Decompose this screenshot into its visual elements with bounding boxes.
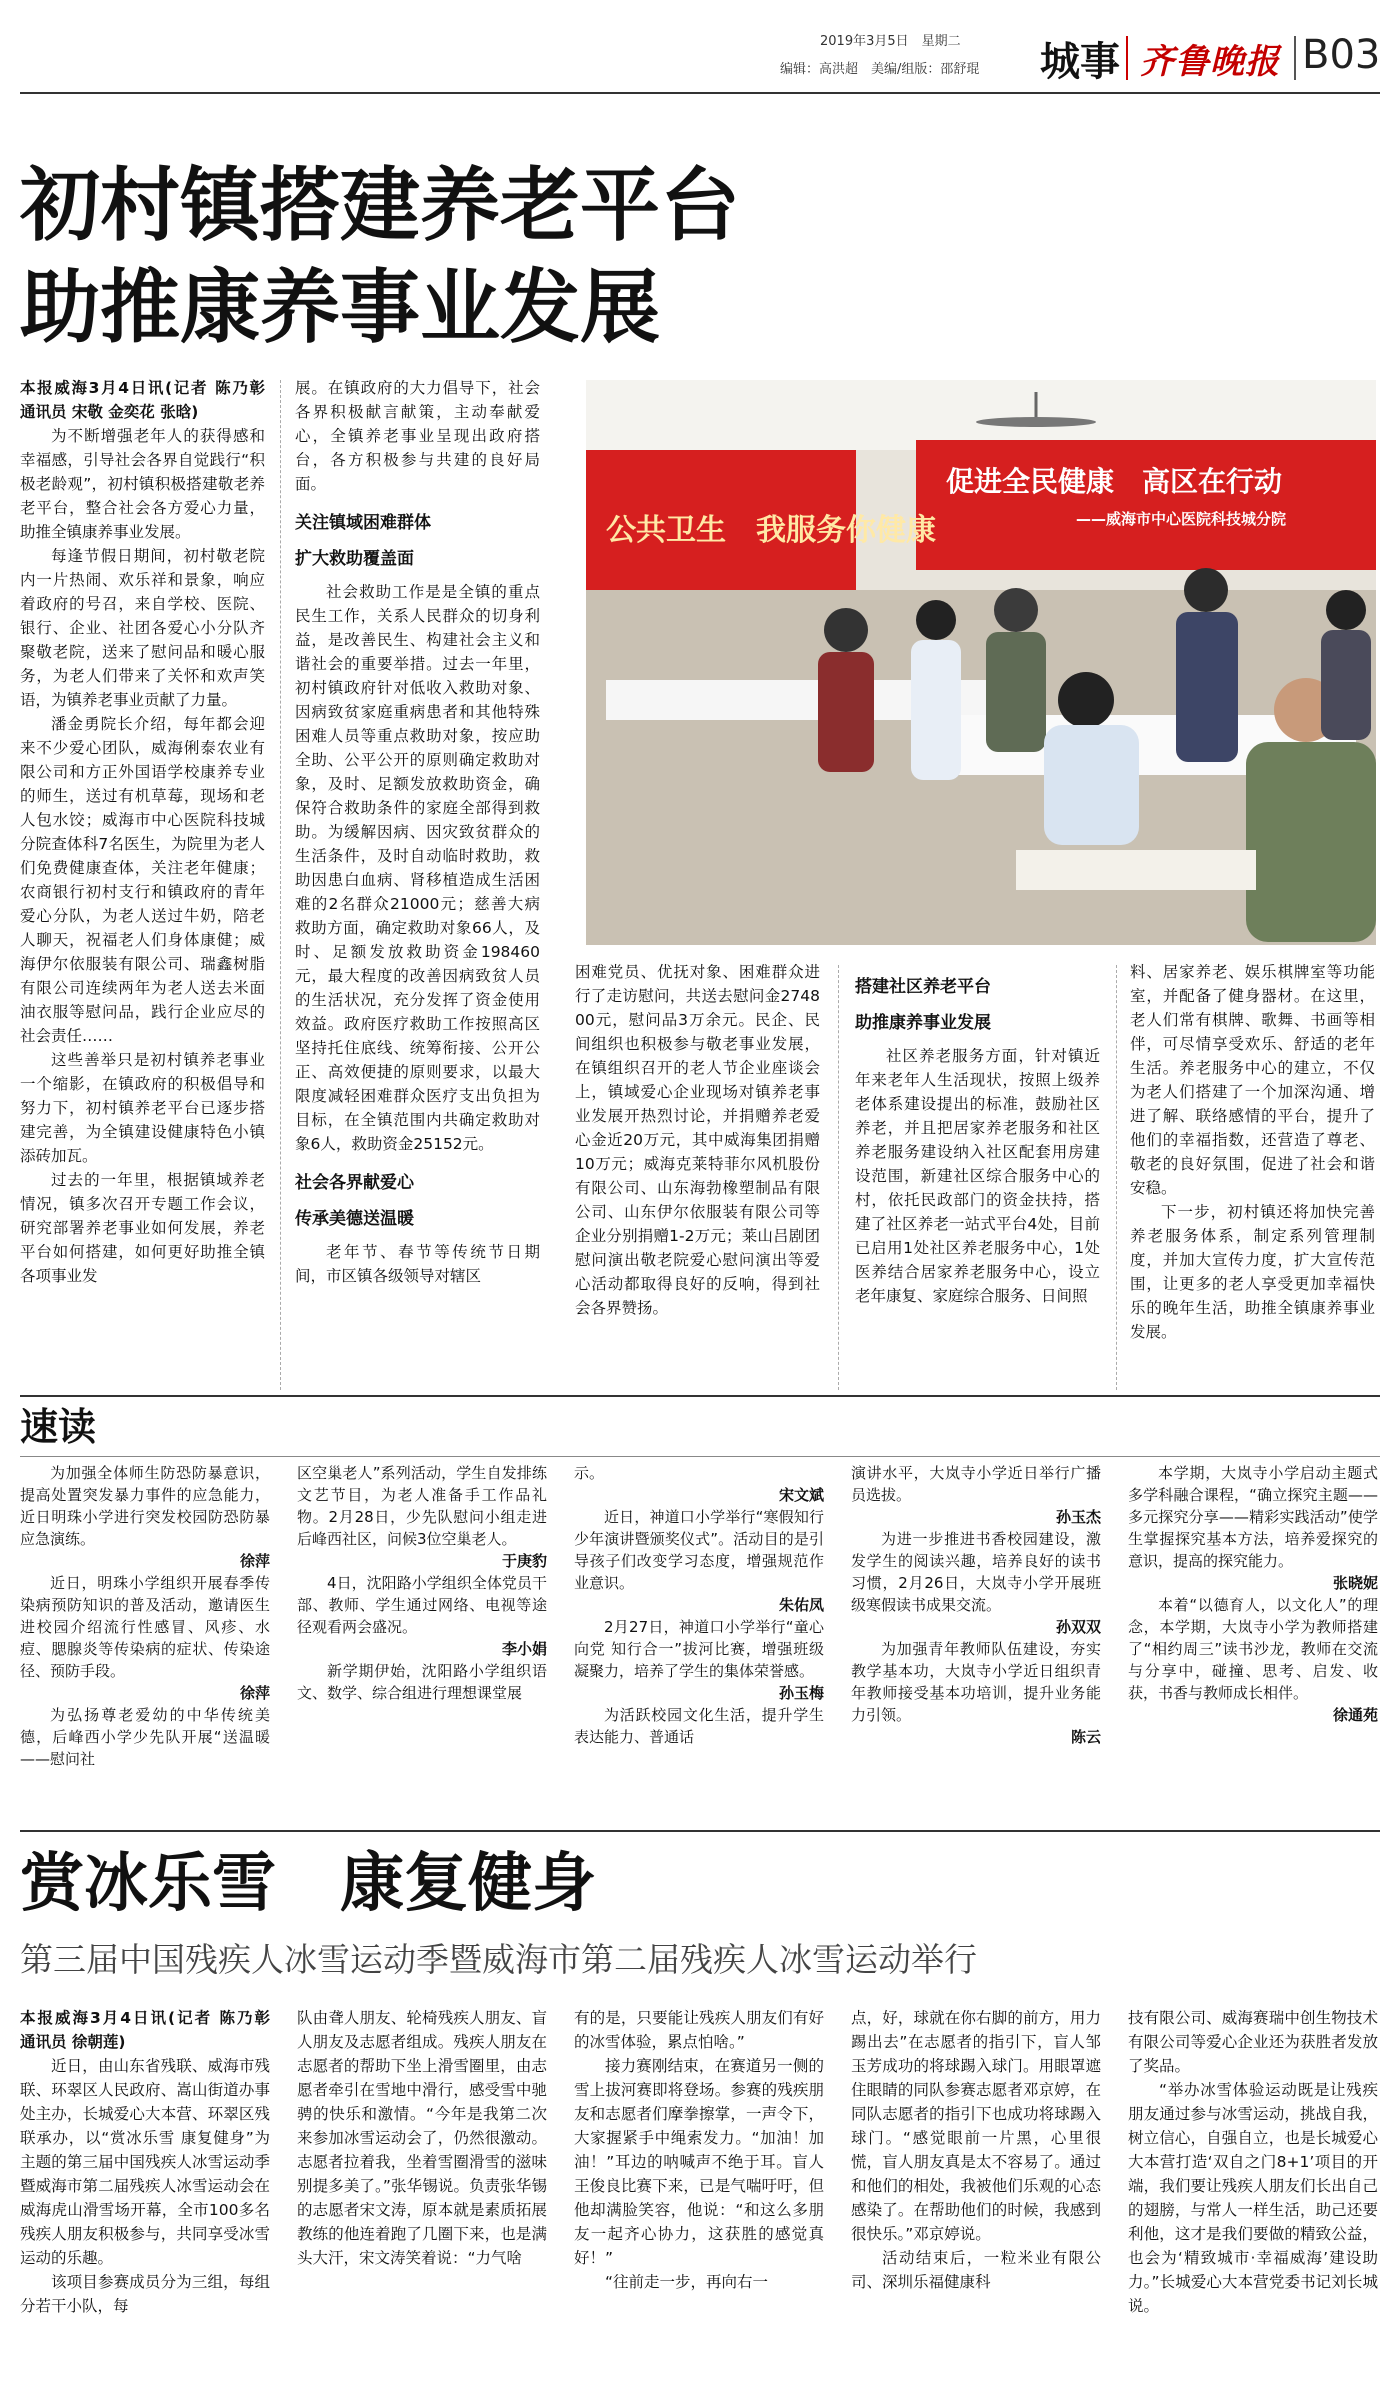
speed-column-3 <box>574 1462 824 1748</box>
subheading: 传承美德送温暖 <box>295 1209 414 1229</box>
speed-read-rule <box>20 1456 1380 1457</box>
article1-column-1 <box>20 376 281 1288</box>
paragraph: 本学期，大岚寺小学启动主题式多学科融合课程，“确立探究主题——多元探究分享——精彩实践活动”使学生掌握探究基本方法，培养爱探究的意识，提高的探究能力。 <box>1128 1464 1378 1570</box>
photo-banner-right: 促进全民健康 高区在行动 <box>946 465 1283 498</box>
paragraph: 展。在镇政府的大力倡导下，社会各界积极献言献策，主动奉献爱心，全镇养老事业呈现出政府搭台，各方积极参与共建的良好局面。 <box>295 379 540 493</box>
article2-column-1 <box>20 2006 286 2318</box>
subheading: 搭建社区养老平台 <box>855 977 991 997</box>
paragraph: 4日，沈阳路小学组织全体党员干部、教师、学生通过网络、电视等途径观看两会盛况。 <box>297 1574 547 1636</box>
subheading: 助推康养事业发展 <box>855 1013 991 1033</box>
dateline: 本报威海3月4日讯(记者 陈乃彰 通讯员 徐朝莲) <box>20 2009 286 2051</box>
byline: 朱佑凤 <box>778 1596 824 1614</box>
paragraph: 社会救助工作是是全镇的重点民生工作，关系人民群众的切身利益，是改善民生、构建社会主义和谐社会的重要举措。过去一年里，初村镇政府针对低收入救助对象、因病致贫家庭重病患者和其他特殊困难人员等重点救助对象，按应助全助、公平公开的原则确定救助对象，及时、足额发放救助资金，确保符合救助条件的家庭全部得到救助。为缓解因病、因灾致贫群众的生活条件，及时自动临时救助，救助因患白血病、肾移植造成生活困难的2名群众21000元；慈善大病救助方面，确定救助对象66人，及时、足额发放救助资金198460元，最大程度的改善因病致贫人员的生活状况，充分发挥了资金使用效益。政府医疗救助工作按照高区坚持托住底线、统筹衔接、公开公正、高效便捷的原则要求，以最大限度减轻困难群众医疗支出负担为目标，在全镇范围内共确定救助对象6人，救助资金25152元。 <box>295 583 540 1153</box>
editor-credits: 编辑：高洪超 美编/组版：邵舒琨 <box>780 62 980 77</box>
speed-read-title: 速读 <box>20 1405 97 1449</box>
byline: 于庚豹 <box>501 1552 547 1570</box>
speed-column-2 <box>297 1462 547 1704</box>
page-number: B03 <box>1302 32 1381 78</box>
section-rule <box>20 1395 1380 1397</box>
article2-column-2 <box>297 2006 547 2270</box>
paragraph: 接力赛刚结束，在赛道另一侧的雪上拔河赛即将登场。参赛的残疾朋友和志愿者们摩拳擦掌，一声令下，大家握紧手中绳索发力。“加油！加油！”耳边的呐喊声不绝于耳。盲人王俊良比赛下来，已是气喘吁吁，但他却满脸笑容，他说：“和这么多朋友一起齐心协力，这获胜的感觉真好！” <box>574 2057 824 2267</box>
article1-title-line2: 助推康养事业发展 <box>20 261 660 354</box>
paragraph: 为活跃校园文化生活，提升学生表达能力、普通话 <box>574 1706 824 1746</box>
photo-banner-left: 公共卫生 我服务你健康 <box>606 513 936 548</box>
paragraph: 技有限公司、威海赛瑞中创生物技术有限公司等爱心企业还为获胜者发放了奖品。 <box>1128 2009 1378 2075</box>
paragraph: 每逢节假日期间，初村敬老院内一片热闹、欢乐祥和景象，响应着政府的号召，来自学校、医院、银行、企业、社团各爱心小分队齐聚敬老院，送来了慰问品和暖心服务，为老人们带来了关怀和欢声笑语，为镇养老事业贡献了力量。 <box>20 547 265 709</box>
speed-column-5 <box>1128 1462 1378 1726</box>
paragraph: 这些善举只是初村镇养老事业一个缩影，在镇政府的积极倡导和努力下，初村镇养老平台已逐步搭建完善，为全镇建设健康特色小镇添砖加瓦。 <box>20 1051 265 1165</box>
byline: 张晓妮 <box>1332 1574 1378 1592</box>
paragraph: 为不断增强老年人的获得感和幸福感，引导社会各界自觉践行“积极老龄观”，初村镇积极搭建敬老养老平台，整合社会各方爱心力量，助推全镇康养事业发展。 <box>20 427 265 541</box>
byline: 徐萍 <box>239 1684 270 1702</box>
column-divider <box>280 380 281 1390</box>
paragraph: 为加强青年教师队伍建设，夯实教学基本功，大岚寺小学近日组织青年教师接受基本功培训，提升业务能力引领。 <box>851 1640 1101 1724</box>
paragraph: 区空巢老人”系列活动，学生自发排练文艺节目，为老人准备手工作品礼物。2月28日，少先队慰问小组走进后峰西社区，问候3位空巢老人。 <box>297 1464 547 1548</box>
article2-column-4 <box>851 2006 1101 2294</box>
photo-banner-right-sub: ——威海市中心医院科技城分院 <box>1076 510 1287 528</box>
article2-column-5 <box>1128 2006 1378 2318</box>
subheading: 关注镇域困难群体 <box>295 513 431 533</box>
paragraph: 为弘扬尊老爱幼的中华传统美德，后峰西小学少先队开展“送温暖——慰问社 <box>20 1706 270 1768</box>
article2-column-3 <box>574 2006 824 2294</box>
paragraph: 社区养老服务方面，针对镇近年来老年人生活现状，按照上级养老体系建设提出的标准，鼓励社区养老，并且把居家养老服务和社区养老服务建设纳入社区配套用房建设范围，新建社区综合服务中心的村，依托民政部门的资金扶持，搭建了社区养老一站式平台4处，目前已启用1处社区养老服务中心，1处医养结合居家养老服务中心，设立老年康复、家庭综合服务、日间照 <box>855 1047 1100 1305</box>
article1-column-4 <box>855 960 1100 1308</box>
byline: 宋文斌 <box>778 1486 824 1504</box>
paragraph: 2月27日，神道口小学举行“童心向党 知行合一”拔河比赛，增强班级凝聚力，培养了学生的集体荣誉感。 <box>574 1618 824 1680</box>
paragraph: 过去的一年里，根据镇域养老情况，镇多次召开专题工作会议，研究部署养老事业如何发展，养老平台如何搭建，如何更好助推全镇各项事业发 <box>20 1171 265 1285</box>
masthead-rule <box>20 92 1380 94</box>
section-name: 城事 <box>1040 39 1120 85</box>
byline: 李小娟 <box>501 1640 547 1658</box>
article1-column-5 <box>1130 960 1375 1344</box>
paragraph: 下一步，初村镇还将加快完善养老服务体系，制定系列管理制度，并加大宣传力度，扩大宣传范围，让更多的老人享受更加幸福快乐的晚年生活，助推全镇康养事业发展。 <box>1130 1203 1375 1341</box>
paragraph: 队由聋人朋友、轮椅残疾人朋友、盲人朋友及志愿者组成。残疾人朋友在志愿者的帮助下坐上滑雪圈里，由志愿者牵引在雪地中滑行，感受雪中驰骋的快乐和激情。“今年是我第二次来参加冰雪运动会了，仍然很激动。志愿者拉着我，坐着雪圈滑雪的滋味别提多美了。”张华锡说。负责张华锡的志愿者宋文涛，原本就是素质拓展教练的他连着跑了几圈下来，也是满头大汗，宋文涛笑着说：“力气啥 <box>297 2009 547 2267</box>
article1-photo <box>586 380 1376 945</box>
issue-date: 2019年3月5日 星期二 <box>820 34 961 49</box>
paragraph: 潘金勇院长介绍，每年都会迎来不少爱心团队，威海俐泰农业有限公司和方正外国语学校康养专业的师生，送过有机草莓，现场和老人包水饺；威海市中心医院科技城分院查体科7名医生，为院里为老人们免费健康查体，关注老年健康；农商银行初村支行和镇政府的青年爱心分队，为老人送过牛奶，陪老人聊天，祝福老人们身体康健；威海伊尔依服装有限公司、瑞鑫树脂有限公司连续两年为老人送去米面油衣服等慰问品，践行企业应尽的社会责任…… <box>20 715 265 1045</box>
section-rule <box>20 1830 1380 1832</box>
dateline: 本报威海3月4日讯(记者 陈乃彰 通讯员 宋敬 金奕花 张晗) <box>20 379 281 421</box>
speed-column-4 <box>851 1462 1101 1748</box>
paragraph: 近日，神道口小学举行“寒假知行少年演讲暨颁奖仪式”。活动目的是引导孩子们改变学习态度，增强规范作业意识。 <box>574 1508 824 1592</box>
paragraph: “往前走一步，再向右一 <box>605 2273 769 2291</box>
paragraph: “举办冰雪体验运动既是让残疾朋友通过参与冰雪运动，挑战自我，树立信心，自强自立，也是长城爱心大本营打造‘双自之门8+1’项目的开端，我们要让残疾人朋友们长出自己的翅膀，与常人一样生活，助己还要利他，这才是我们要做的精致公益，也会为‘精致城市·幸福威海’建设助力。”长城爱心大本营党委书记刘长城说。 <box>1128 2081 1378 2315</box>
newspaper-logo: 齐鲁晚报 <box>1140 42 1280 82</box>
byline: 孙玉梅 <box>778 1684 824 1702</box>
paragraph: 示。 <box>574 1464 605 1482</box>
paragraph: 演讲水平，大岚寺小学近日举行广播员选拔。 <box>851 1464 1101 1504</box>
paragraph: 近日，由山东省残联、威海市残联、环翠区人民政府、嵩山街道办事处主办，长城爱心大本营、环翠区残联承办，以“赏冰乐雪 康复健身”为主题的第三届中国残疾人冰雪运动季暨威海市第二届残疾人冰雪运动会在威海虎山滑雪场开幕，全市100多名残疾人朋友积极参与，共同享受冰雪运动的乐趣。 <box>20 2057 270 2267</box>
paragraph: 为进一步推进书香校园建设，激发学生的阅读兴趣，培养良好的读书习惯，2月26日，大岚寺小学开展班级寒假读书成果交流。 <box>851 1530 1101 1614</box>
byline: 孙双双 <box>1055 1618 1101 1636</box>
paragraph: 点，好，球就在你右脚的前方，用力踢出去”在志愿者的指引下，盲人邹玉芳成功的将球踢入球门。用眼罩遮住眼睛的同队参赛志愿者邓京婷，在同队志愿者的指引下也成功将球踢入球门。“感觉眼前一片黑，心里很慌，盲人朋友真是太不容易了。通过和他们的相处，我被他们乐观的心态感染了。在帮助他们的时候，我感到很快乐。”邓京婷说。 <box>851 2009 1101 2243</box>
byline: 陈云 <box>1070 1728 1101 1746</box>
paragraph: 活动结束后，一粒米业有限公司、深圳乐福健康科 <box>851 2249 1101 2291</box>
paragraph: 本着“以德育人，以文化人”的理念，本学期，大岚寺小学为教师搭建了“相约周三”读书沙龙，教师在交流与分享中，碰撞、思考、启发、收获，书香与教师成长相伴。 <box>1128 1596 1378 1702</box>
column-divider <box>1116 965 1117 1390</box>
subheading: 扩大救助覆盖面 <box>295 549 414 569</box>
masthead-divider-2 <box>1294 36 1296 80</box>
subheading: 社会各界献爱心 <box>295 1173 414 1193</box>
article2-subtitle: 第三届中国残疾人冰雪运动季暨威海市第二届残疾人冰雪运动举行 <box>20 1940 977 1979</box>
article1-column-2 <box>295 376 540 1288</box>
paragraph: 近日，明珠小学组织开展春季传染病预防知识的普及活动，邀请医生进校园介绍流行性感冒、风疹、水痘、腮腺炎等传染病的症状、传染途径、预防手段。 <box>20 1574 270 1680</box>
column-divider <box>838 965 839 1390</box>
masthead-divider <box>1126 36 1128 80</box>
paragraph: 困难党员、优抚对象、困难群众进行了走访慰问，共送去慰问金274800元，慰问品3万余元。民企、民间组织也积极参与敬老事业发展，在镇组织召开的老人节企业座谈会上，镇域爱心企业现场对镇养老事业发展开热烈讨论，并捐赠养老爱心金近20万元，其中威海集团捐赠10万元；威海克莱特菲尔风机股份有限公司、山东海勃橡塑制品有限公司、山东伊尔依服装有限公司等企业分别捐赠1-2万元；莱山吕剧团慰问演出敬老院爱心慰问演出等爱心活动都取得良好的反响，得到社会各界赞扬。 <box>575 963 820 1317</box>
speed-column-1 <box>20 1462 270 1770</box>
article2-title: 赏冰乐雪 康复健身 <box>20 1847 596 1921</box>
article1-column-3 <box>575 960 820 1320</box>
paragraph: 为加强全体师生防恐防暴意识，提高处置突发暴力事件的应急能力，近日明珠小学进行突发校园防恐防暴应急演练。 <box>20 1464 270 1548</box>
byline: 徐萍 <box>239 1552 270 1570</box>
byline: 孙玉杰 <box>1055 1508 1101 1526</box>
paragraph: 有的是，只要能让残疾人朋友们有好的冰雪体验，累点怕啥。” <box>574 2009 824 2051</box>
paragraph: 该项目参赛成员分为三组，每组分若干小队，每 <box>20 2273 270 2315</box>
paragraph: 老年节、春节等传统节日期间，市区镇各级领导对辖区 <box>295 1243 540 1285</box>
byline: 徐通苑 <box>1332 1706 1378 1724</box>
paragraph: 料、居家养老、娱乐棋牌室等功能室，并配备了健身器材。在这里，老人们常有棋牌、歌舞、书画等相伴，可尽情享受欢乐、舒适的老年生活。养老服务中心的建立，不仅为老人们搭建了一个加深沟通、增进了解、联络感情的平台，提升了他们的幸福指数，还营造了尊老、敬老的良好氛围，促进了社会和谐安稳。 <box>1130 963 1375 1197</box>
article1-title-line1: 初村镇搭建养老平台 <box>20 159 740 252</box>
paragraph: 新学期伊始，沈阳路小学组织语文、数学、综合组进行理想课堂展 <box>297 1662 547 1702</box>
